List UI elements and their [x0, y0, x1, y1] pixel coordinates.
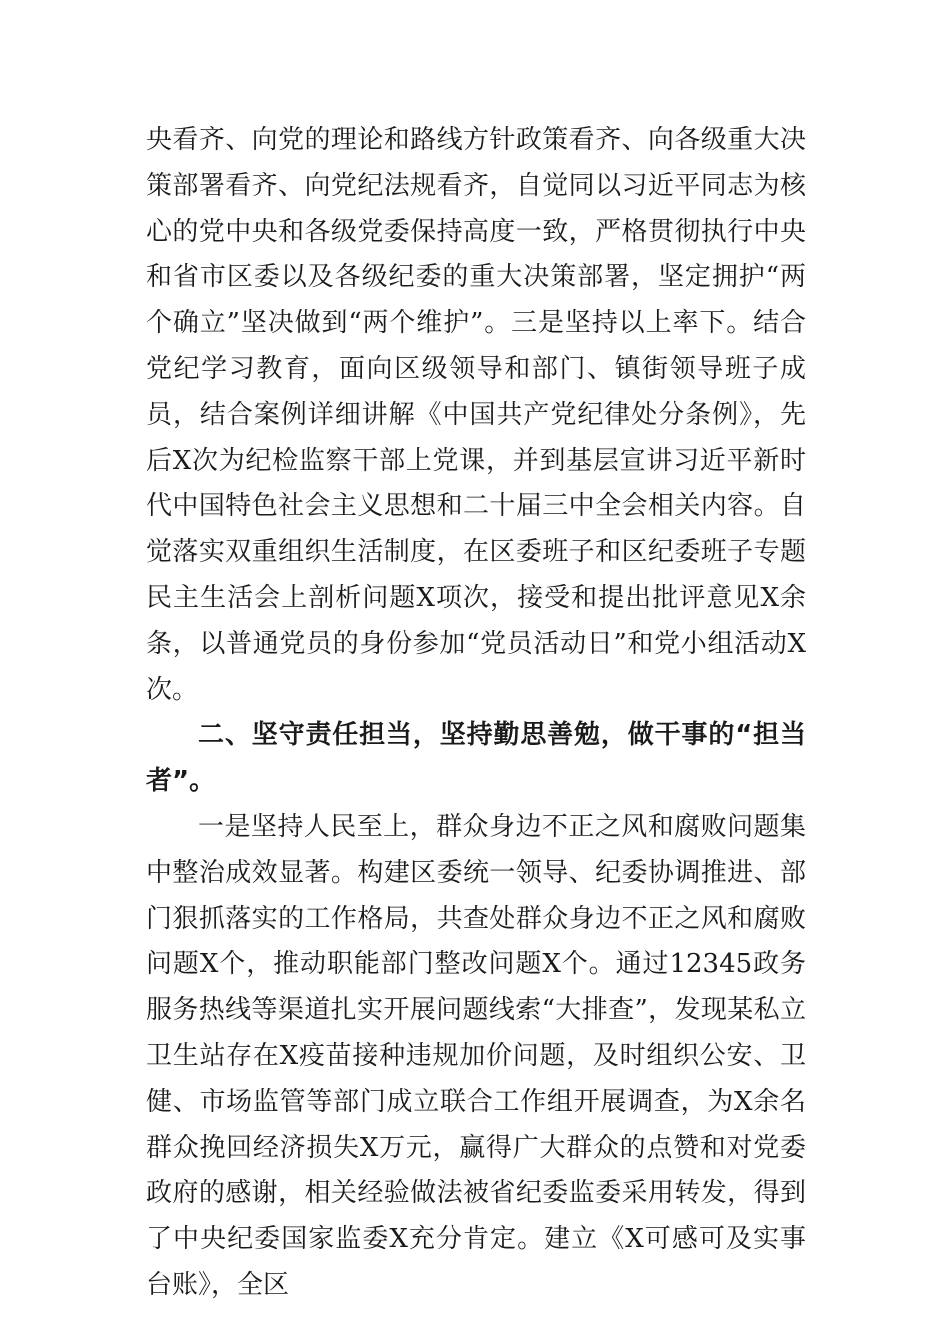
body-paragraph-1: 央看齐、向党的理论和路线方针政策看齐、向各级重大决策部署看齐、向党纪法规看齐，自觉同以习近平同志为核心的党中央和各级党委保持高度一致，严格贯彻执行中央和省市区委以及各级纪委的重大决策部署，坚定拥护“两个确立”坚决做到“两个维护”。三是坚持以上率下。结合党纪学习教育，面向区级领导和部门、镇街领导班子成员，结合案例详细讲解《中国共产党纪律处分条例》，先后X次为纪检监察干部上党课，并到基层宣讲习近平新时代中国特色社会主义思想和二十届三中全会相关内容。自觉落实双重组织生活制度，在区委班子和区纪委班子专题民主生活会上剖析问题X项次，接受和提出批评意见X余条，以普通党员的身份参加“党员活动日”和党小组活动X次。: [146, 125, 806, 705]
body-paragraph-2: 一是坚持人民至上，群众身边不正之风和腐败问题集中整治成效显著。构建区委统一领导、纪委协调推进、部门狠抓落实的工作格局，共查处群众身边不正之风和腐败问题X个，推动职能部门整改问题X个。通过12345政务服务热线等渠道扎实开展问题线索“大排查”，发现某私立卫生站存在X疫苗接种违规加价问题，及时组织公安、卫健、市场监管等部门成立联合工作组开展调查，为X余名群众挽回经济损失X万元，赢得广大群众的点赞和对党委政府的感谢，相关经验做法被省纪委监委采用转发，得到了中央纪委国家监委X充分肯定。建立《X可感可及实事台账》，全区: [146, 811, 806, 1300]
section-heading-2: 二、坚守责任担当，坚持勤思善勉，做干事的“担当者”。: [146, 720, 806, 797]
document-body: [146, 118, 806, 1309]
